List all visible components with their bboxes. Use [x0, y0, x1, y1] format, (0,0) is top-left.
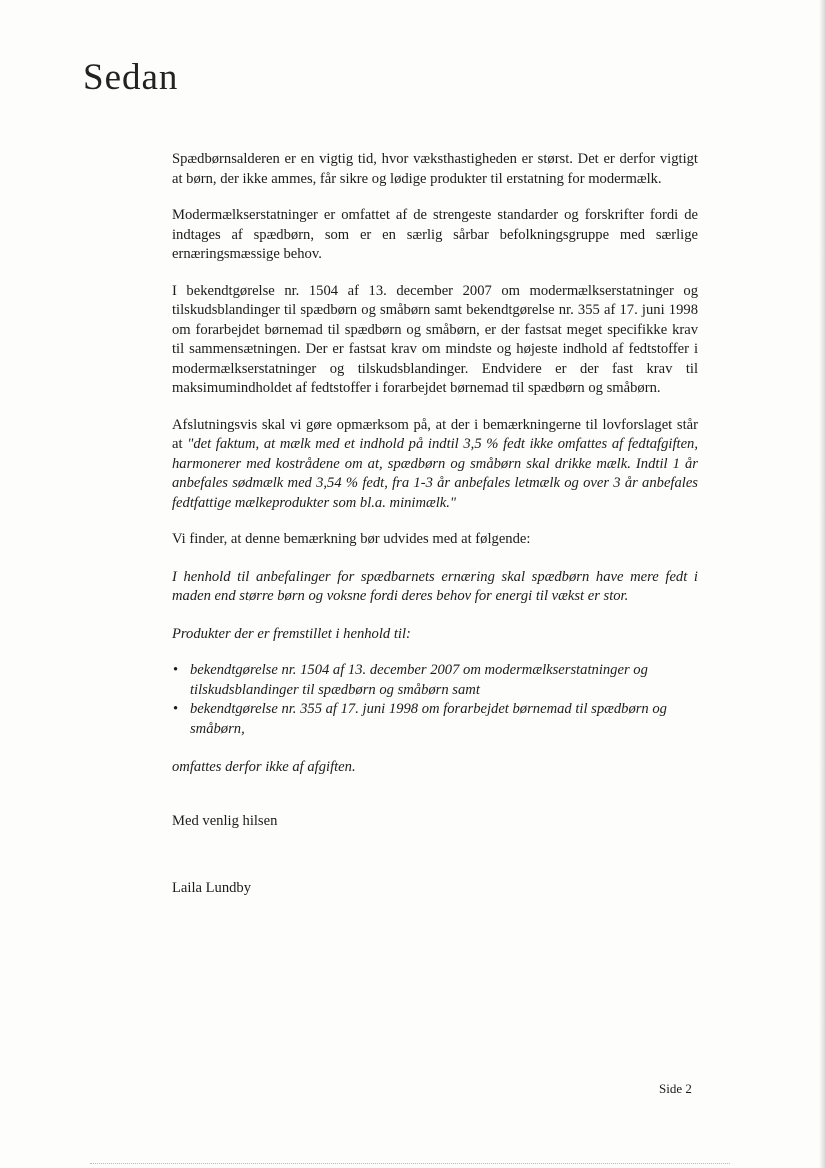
paragraph-intro: Spædbørnsalderen er en vigtig tid, hvor væksthastigheden er størst. Det er derfor vigtigt at børn, der ikke ammes, får sikre og lødige produkter til erstatning for modermælk.	[172, 151, 698, 187]
company-logo-text: Sedan	[83, 57, 179, 98]
scan-edge-shadow	[819, 0, 825, 1168]
paragraph-proposal: Vi finder, at denne bemærkning bør udvides med at følgende:	[172, 531, 531, 547]
paragraph-regulations: I bekendtgørelse nr. 1504 af 13. december 2007 om modermælkserstatninger og tilskudsblandinger til spædbørn og småbørn samt bekendtgørelse nr. 355 af 17. juni 1998 om forarbejdet børnemad til spædbørn og småbørn, er der fastsat meget specifikke krav til sammensætningen. Der er fastsat krav om mindste og højeste indhold af fedtstoffer i modermælkserstatninger og tilskudsblandinger. Endvidere er der fast krav til maksimumindholdet af fedtstoffer i forarbejdet børnemad til spædbørn og småbørn.	[172, 282, 698, 396]
bullet-icon: •	[173, 662, 179, 678]
regulation-list	[172, 661, 698, 739]
letter-body	[172, 150, 698, 899]
paragraph-remarks	[172, 416, 698, 514]
list-item	[173, 700, 698, 739]
paragraph-products-intro: Produkter der er fremstillet i henhold til:	[172, 625, 411, 642]
list-item-text: bekendtgørelse nr. 1504 af 13. december 2007 om modermælkserstatninger og tilskudsblandinger til spædbørn og småbørn samt	[190, 662, 648, 698]
closing-greeting: Med venlig hilsen	[172, 812, 278, 829]
page-number: Side 2	[659, 1081, 692, 1096]
remarks-intro: Afslutningsvis skal vi gøre opmærksom på, at der i bemærkningerne til lovforslaget står at	[172, 416, 698, 452]
list-item	[173, 661, 698, 700]
paragraph-standards: Modermælkserstatninger er omfattet af de strengeste standarder og forskrifter fordi de indtages af spædbørn, som er en særlig sårbar befolkningsgruppe med særlige ernæringsmæssige behov.	[172, 207, 698, 262]
scan-bottom-edge	[90, 1162, 730, 1164]
paragraph-conclusion: omfattes derfor ikke af afgiften.	[172, 759, 356, 775]
list-item-text: bekendtgørelse nr. 355 af 17. juni 1998 om forarbejdet børnemad til spædbørn og småbørn,	[190, 701, 667, 737]
bullet-icon: •	[173, 701, 179, 717]
remarks-quote: "det faktum, at mælk med et indhold på indtil 3,5 % fedt ikke omfattes af fedtafgiften, harmonerer med kostrådene om at, spædbørn og småbørn skal drikke mælk. Indtil 1 år anbefales sødmælk med 3,54 % fedt, fra 1-3 år anbefales letmælk og over 3 år anbefales fedtfattige mælkeprodukter som bl.a. minimælk."	[172, 436, 698, 511]
signature-name: Laila Lundby	[172, 880, 252, 896]
paragraph-recommendation: I henhold til anbefalinger for spædbarnets ernæring skal spædbørn have mere fedt i maden end større børn og voksne fordi deres behov for energi til vækst er stor.	[172, 568, 698, 604]
